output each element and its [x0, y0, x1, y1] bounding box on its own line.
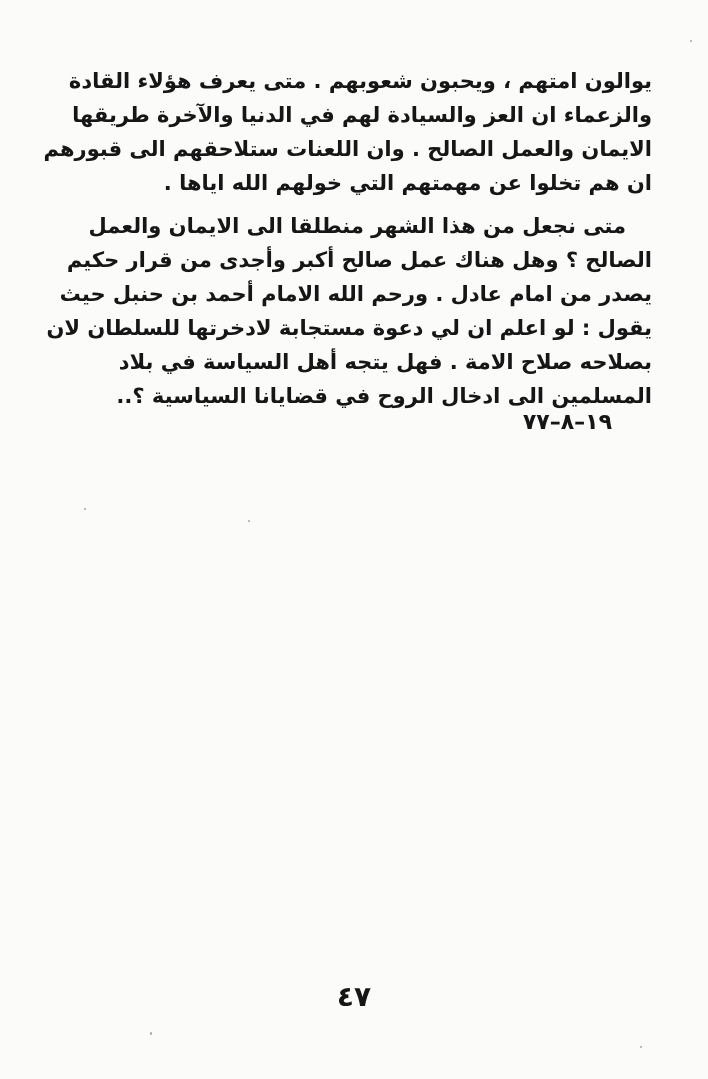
- paper-speck: [248, 520, 250, 522]
- paragraph-1: [43, 64, 652, 200]
- date-stamp: ١٩–٨–٧٧: [522, 410, 612, 435]
- text-line: المسلمين الى ادخال الروح في قضايانا السياسية ؟..: [116, 384, 652, 408]
- paper-speck: [150, 1032, 152, 1035]
- text-line: الصالح ؟ وهل هناك عمل صالح أكبر وأجدى من قرار حكيم: [66, 248, 652, 272]
- paper-speck: [690, 40, 692, 42]
- text-line: يقول : لو اعلم ان لي دعوة مستجابة لادخرتها للسلطان لان: [46, 316, 652, 340]
- text-line: والزعماء ان العز والسيادة لهم في الدنيا والآخرة طريقها: [72, 103, 652, 127]
- paper-speck: [84, 508, 86, 510]
- paragraph-2: [46, 209, 652, 413]
- text-line: يوالون امتهم ، ويحبون شعوبهم . متى يعرف هؤلاء القادة: [68, 69, 652, 93]
- text-line: الايمان والعمل الصالح . وان اللعنات ستلاحقهم الى قبورهم: [43, 137, 652, 161]
- paper-speck: [640, 1046, 642, 1048]
- text-line: ان هم تخلوا عن مهمتهم التي خولهم الله اياها .: [163, 171, 652, 195]
- page-number: ٤٧: [336, 980, 372, 1013]
- text-line: متى نجعل من هذا الشهر منطلقا الى الايمان والعمل: [88, 214, 626, 238]
- text-line: بصلاحه صلاح الامة . فهل يتجه أهل السياسة في بلاد: [118, 350, 652, 374]
- text-line: يصدر من امام عادل . ورحم الله الامام أحمد بن حنبل حيث: [59, 282, 652, 306]
